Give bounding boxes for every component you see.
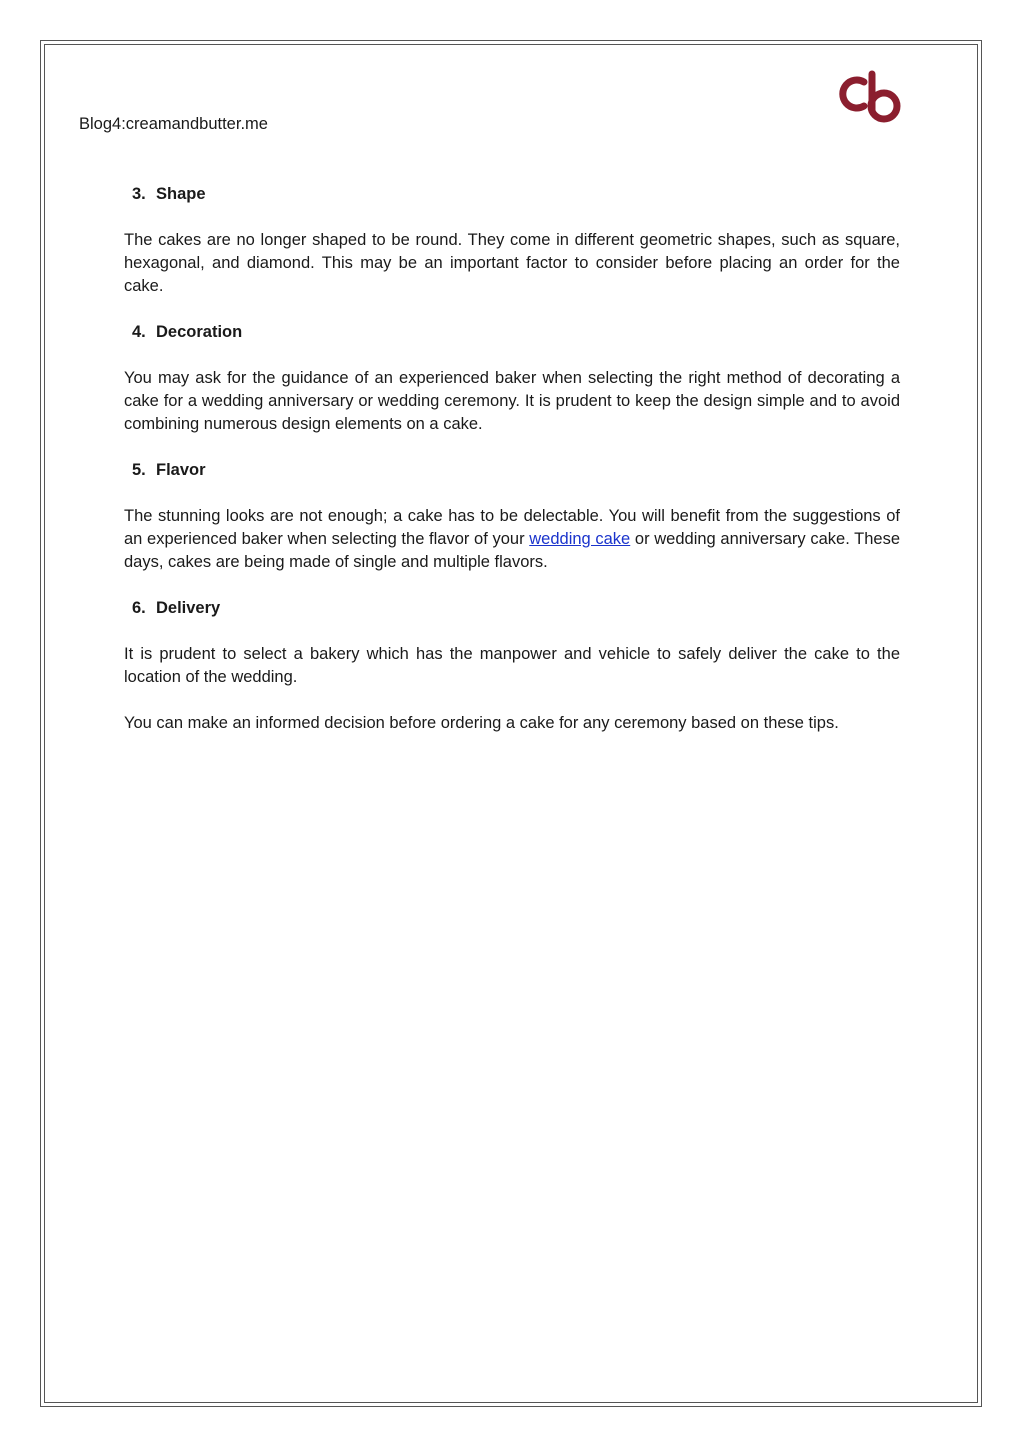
section-heading-delivery [132,597,900,620]
section-number: 4. [132,323,146,341]
section-heading-decoration [132,321,900,344]
document-body [124,183,900,758]
closing-paragraph: You can make an informed decision before ordering a cake for any ceremony based on these tips. [124,714,839,732]
section-number: 6. [132,599,146,617]
paragraph-text: The stunning looks are not enough; a cake has to be delectable. You will benefit from the suggestions of an experienced baker when selecting the flavor of your [124,507,900,548]
section-paragraph-shape: The cakes are no longer shaped to be round. They come in different geometric shapes, such as square, hexagonal, and diamond. This may be an important factor to consider before placing an order for the cake. [124,231,900,295]
section-paragraph-delivery: It is prudent to select a bakery which has the manpower and vehicle to safely deliver the cake to the location of the wedding. [124,645,900,686]
logo-c-shape [843,80,864,108]
cb-logo [838,70,904,126]
section-title: Decoration [156,323,243,341]
wedding-cake-link[interactable]: wedding cake [529,530,631,548]
section-heading-flavor [132,459,900,482]
section-title: Shape [156,185,206,203]
section-paragraph-flavor [124,505,900,574]
section-number: 3. [132,185,146,203]
section-heading-shape [132,183,900,206]
section-title: Delivery [156,599,221,617]
section-number: 5. [132,461,146,479]
section-paragraph-decoration: You may ask for the guidance of an experienced baker when selecting the right method of decorating a cake for a wedding anniversary or wedding ceremony. It is prudent to keep the design simple and to avoid combining numerous design elements on a cake. [124,369,900,433]
section-title: Flavor [156,461,206,479]
site-label: Blog4:creamandbutter.me [79,115,268,133]
paragraph-text: or wedding anniversary cake. These days, cakes are being made of single and multiple flavors. [124,530,901,571]
